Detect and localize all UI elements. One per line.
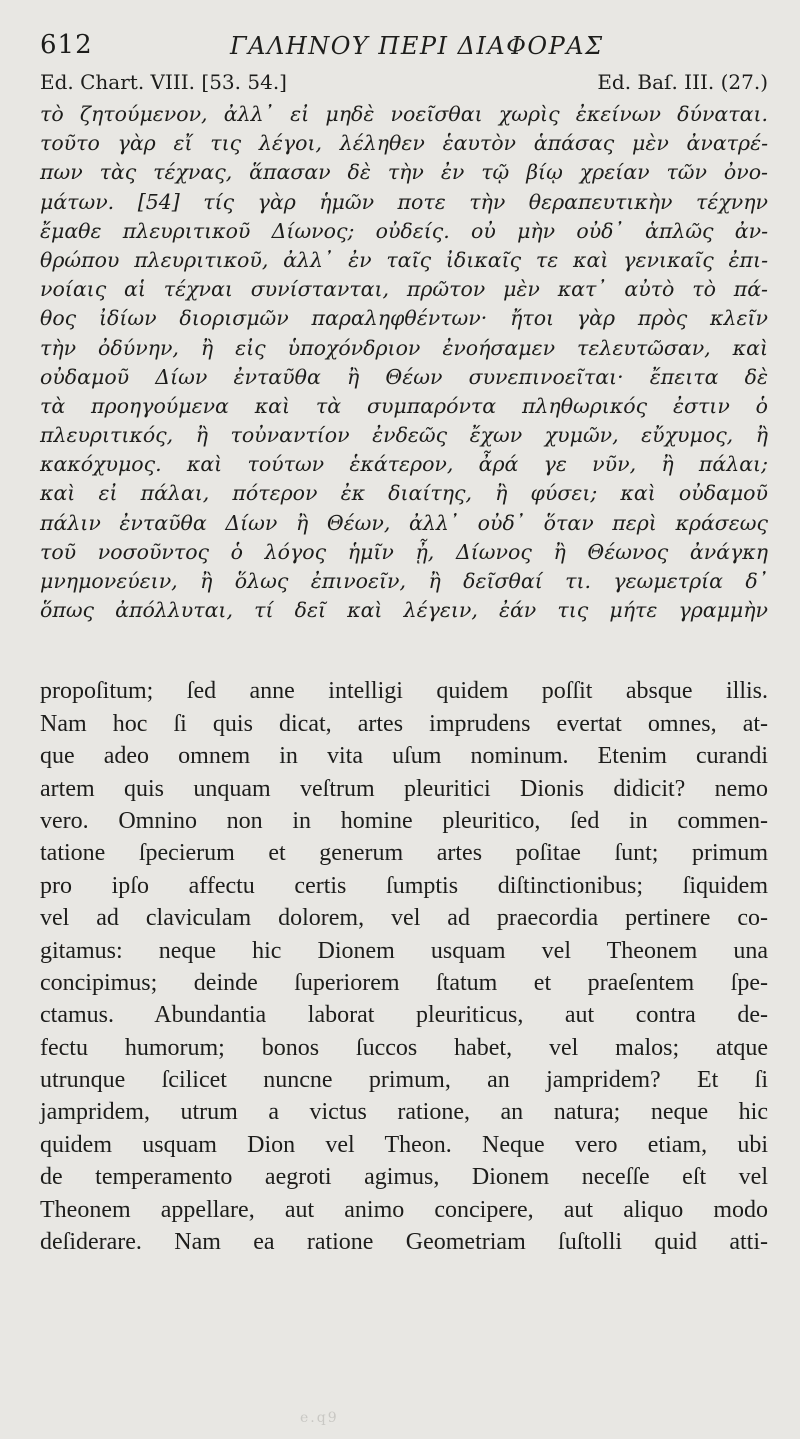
latin-line: concipimus; deinde ſuperiorem ſtatum et praeſentem ſpe- — [40, 969, 768, 996]
latin-line: utrunque ſcilicet nuncne primum, an jampridem? Et ſi — [40, 1067, 768, 1094]
edition-chartier: Ed. Chart. VIII. [53. 54.] — [40, 70, 287, 94]
latin-line: de temperamento aegroti agimus, Dionem neceſſe eſt vel — [40, 1164, 768, 1191]
latin-text-block — [40, 675, 768, 1258]
greek-line: κακόχυμος. καὶ τούτων ἑκάτερον, ἆρά γε νῦν, ἢ πάλαι; — [40, 452, 768, 477]
greek-line: τὸ ζητούμενον, ἀλλ᾽ εἰ μηδὲ νοεῖσθαι χωρὶς ἐκείνων δύναται. — [40, 102, 768, 126]
latin-line: que adeo omnem in vita uſum nominum. Etenim curandi — [40, 743, 768, 770]
greek-line: τὴν ὀδύνην, ἢ εἰς ὑποχόνδριον ἐνοήσαμεν τελευτῶσαν, καὶ — [40, 335, 768, 360]
greek-line: πων τὰς τέχνας, ἅπασαν δὲ τὴν ἐν τῷ βίῳ χρείαν τῶν ὀνο- — [40, 160, 768, 185]
greek-line: νοίαις αἱ τέχναι συνίστανται, πρῶτον μὲν κατ᾽ αὐτὸ τὸ πά- — [40, 277, 768, 302]
running-title: ΓΑΛΗΝΟΥ ΠΕΡΙ ΔΙΑΦΟΡΑΣ — [230, 32, 604, 60]
greek-line: καὶ εἰ πάλαι, πότερον ἐκ διαίτης, ἢ φύσει; καὶ οὐδαμοῦ — [40, 481, 768, 506]
greek-line: μνημονεύειν, ἢ ὅλως ἐπινοεῖν, ἢ δεῖσθαί τι. γεωμετρία δ᾽ — [40, 569, 768, 593]
latin-line: fectu humorum; bonos ſuccos habet, vel malos; atque — [40, 1034, 768, 1061]
page-number: 612 — [40, 30, 93, 60]
greek-line: πλευριτικός, ἢ τοὐναντίον ἐνδεῶς ἔχων χυμῶν, εὔχυμος, ἢ — [40, 423, 768, 448]
latin-line: ctamus. Abundantia laborat pleuriticus, aut contra de- — [40, 1002, 768, 1029]
latin-line: artem quis unquam veſtrum pleuritici Dionis didicit? nemo — [40, 775, 768, 802]
greek-line: ἔμαθε πλευριτικοῦ Δίωνος; οὐδείς. οὐ μὴν οὐδ᾽ ἁπλῶς ἀν- — [40, 218, 768, 243]
edition-references — [40, 70, 768, 98]
latin-line: vel ad claviculam dolorem, vel ad praecordia pertinere co- — [40, 905, 768, 932]
greek-line: ὅπως ἀπόλλυται, τί δεῖ καὶ λέγειν, ἐάν τις μήτε γραμμὴν — [40, 598, 768, 623]
page-header — [40, 30, 768, 66]
greek-line: θος ἰδίων διορισμῶν παραληφθέντων· ἤτοι γὰρ πρὸς κλεῖν — [40, 306, 768, 331]
latin-line: gitamus: neque hic Dionem usquam vel Theonem una — [40, 937, 768, 964]
greek-line: τοῦτο γὰρ εἴ τις λέγοι, λέληθεν ἑαυτὸν ἁπάσας μὲν ἀνατρέ- — [40, 131, 768, 156]
latin-line: tatione ſpecierum et generum artes poſitae ſunt; primum — [40, 840, 768, 867]
edition-basel: Ed. Baſ. III. (27.) — [597, 70, 768, 94]
greek-line: πάλιν ἐνταῦθα Δίων ἢ Θέων, ἀλλ᾽ οὐδ᾽ ὅταν περὶ κράσεως — [40, 510, 768, 535]
latin-line: Nam hoc ſi quis dicat, artes imprudens evertat omnes, at- — [40, 710, 768, 737]
greek-line: τοῦ νοσοῦντος ὁ λόγος ἡμῖν ᾖ, Δίωνος ἢ Θέωνος ἀνάγκη — [40, 539, 768, 564]
latin-line: propoſitum; ſed anne intelligi quidem poſſit absque illis. — [40, 678, 768, 705]
greek-line: θρώπου πλευριτικοῦ, ἀλλ᾽ ἐν ταῖς ἰδικαῖς τε καὶ γενικαῖς ἐπι- — [40, 247, 768, 272]
greek-line: μάτων. [54] τίς γὰρ ἡμῶν ποτε τὴν θεραπευτικὴν τέχνην — [40, 189, 768, 214]
latin-line: quidem usquam Dion vel Theon. Neque vero etiam, ubi — [40, 1131, 768, 1158]
latin-line: deſiderare. Nam ea ratione Geometriam ſuſtolli quid atti- — [40, 1229, 768, 1256]
footer-bleed-mark: e.q9 — [300, 1410, 339, 1426]
latin-line: Theonem appellare, aut animo concipere, aut aliquo modo — [40, 1196, 768, 1223]
greek-line: οὐδαμοῦ Δίων ἐνταῦθα ἢ Θέων συνεπινοεῖται· ἔπειτα δὲ — [40, 364, 768, 389]
greek-text-block — [40, 100, 768, 625]
latin-line: pro ipſo affectu certis ſumptis diſtinctionibus; ſiquidem — [40, 872, 768, 899]
latin-line: jampridem, utrum a victus ratione, an natura; neque hic — [40, 1099, 768, 1126]
greek-line: τὰ προηγούμενα καὶ τὰ συμπαρόντα πληθωρικός ἐστιν ὁ — [40, 393, 768, 418]
latin-line: vero. Omnino non in homine pleuritico, ſed in commen- — [40, 807, 768, 834]
